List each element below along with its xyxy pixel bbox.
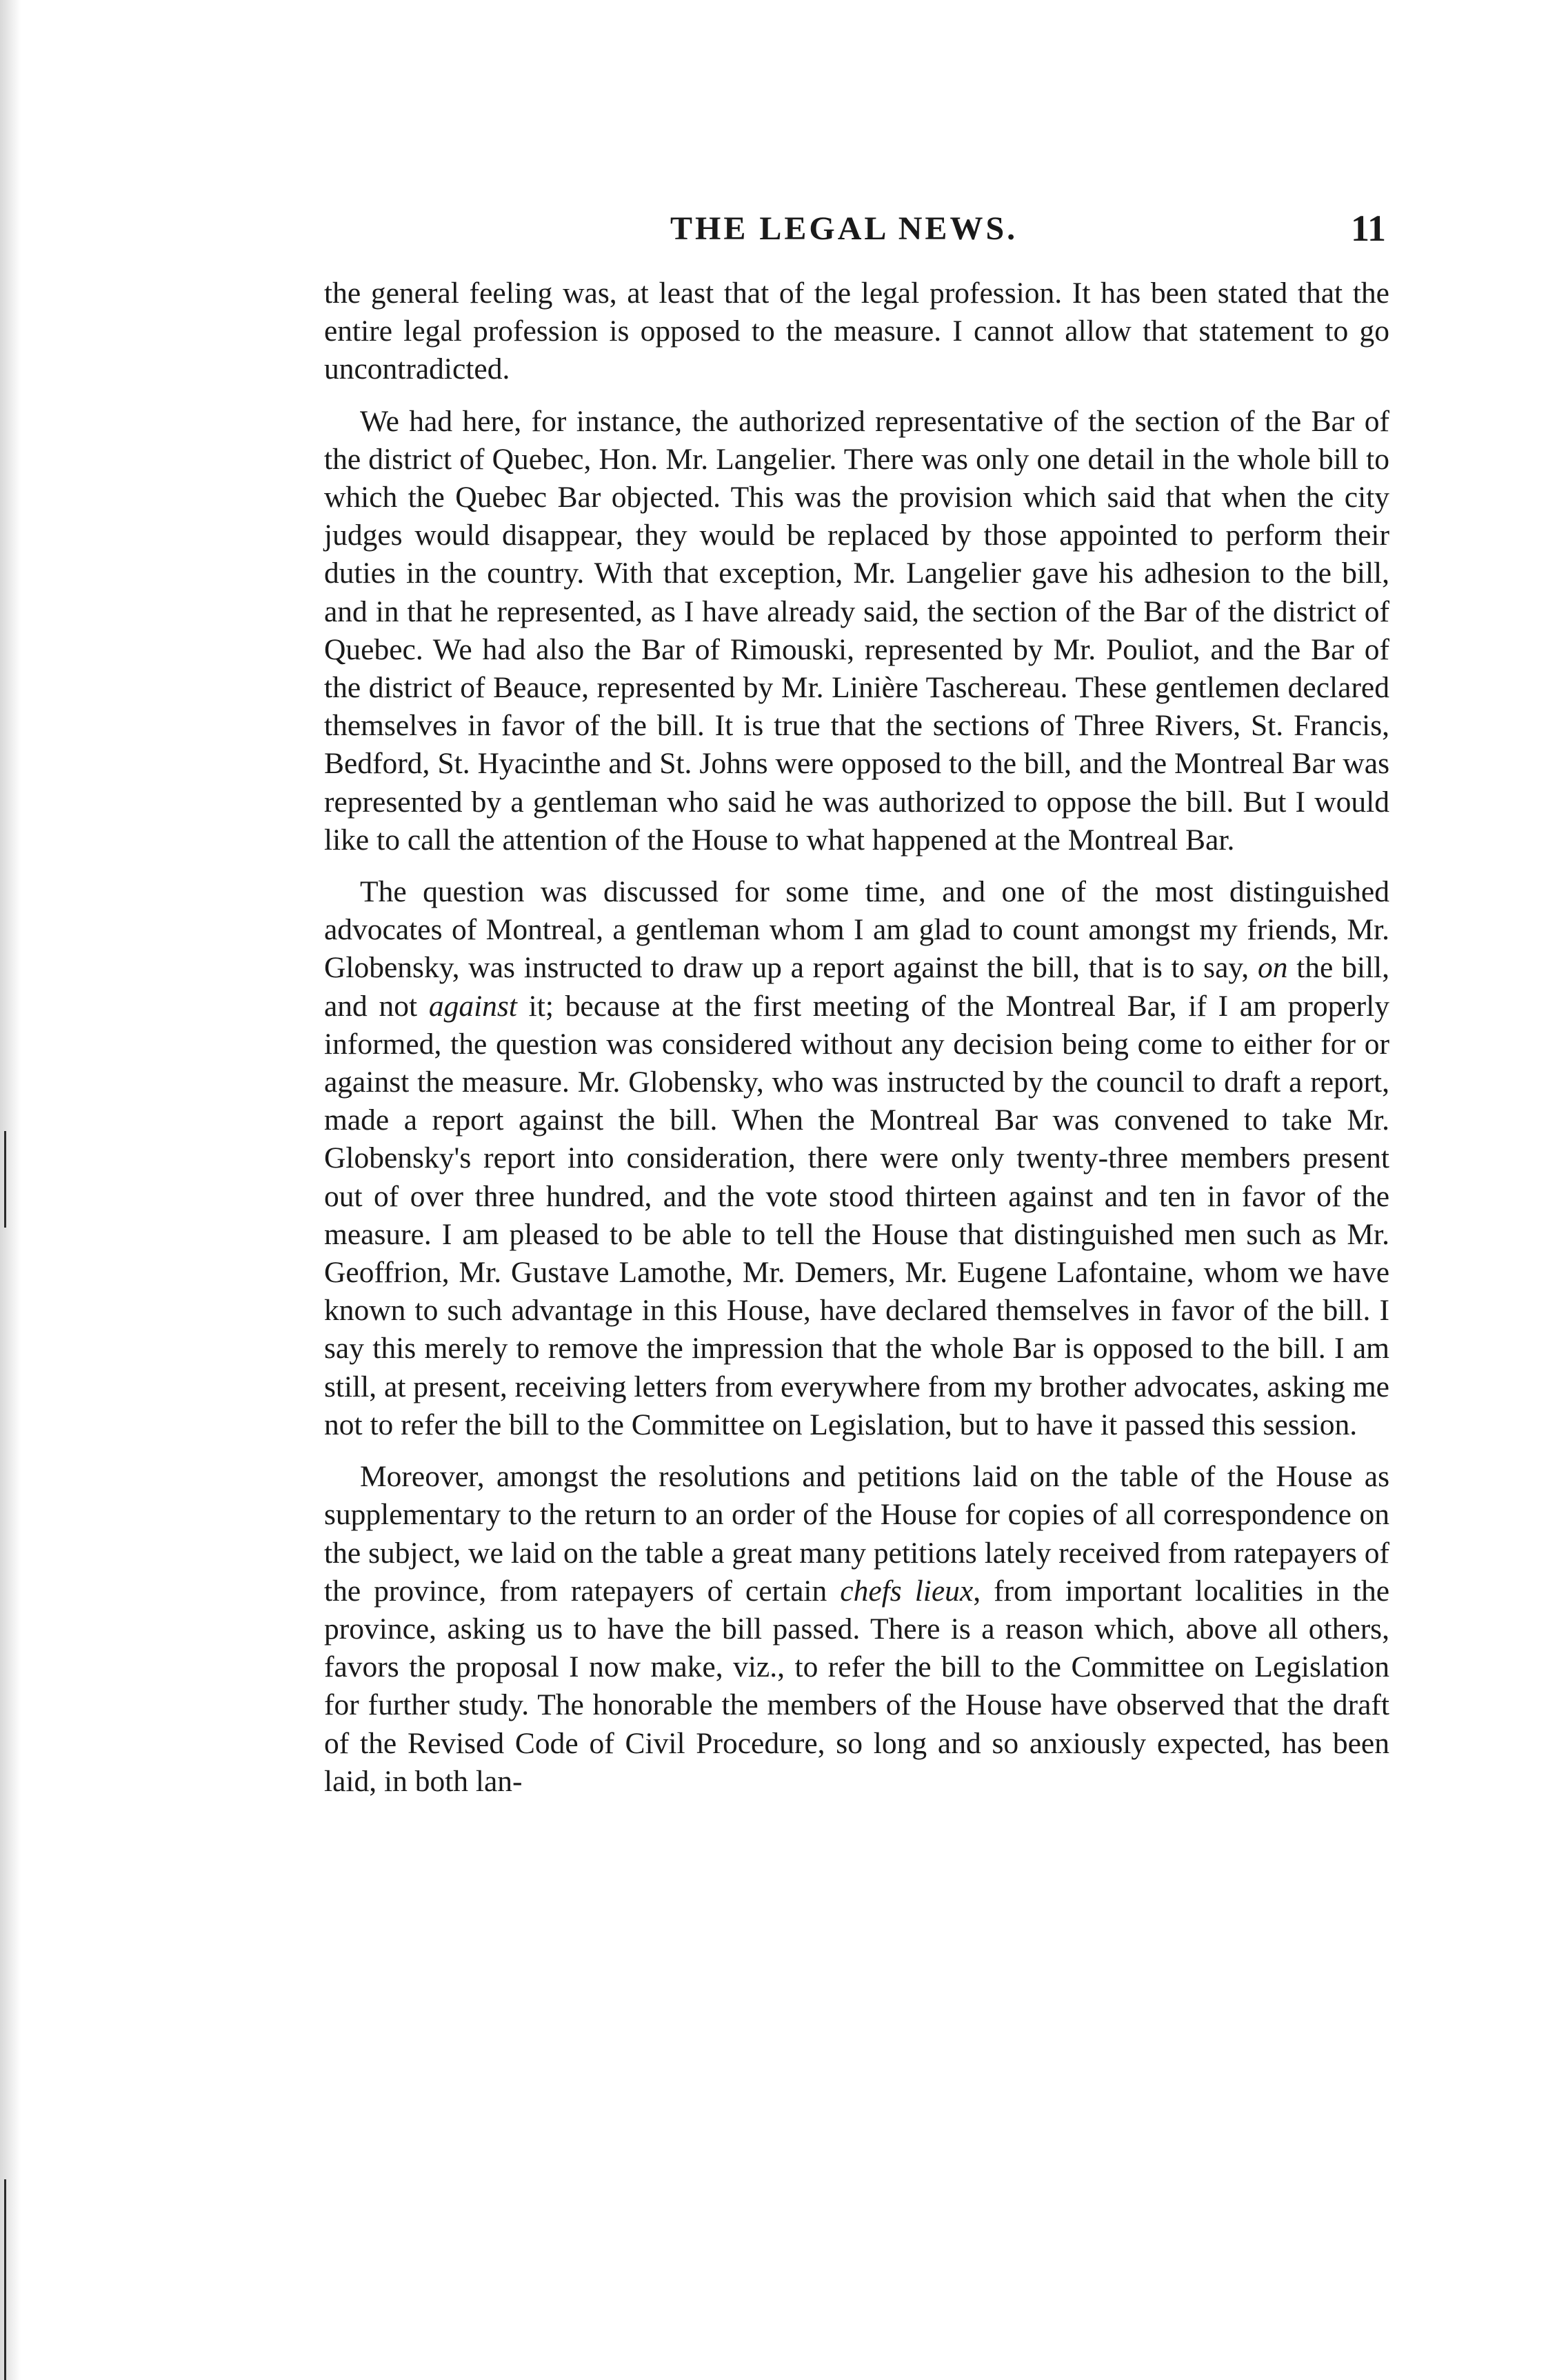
paragraph-4-text-b: , from important localities in the province, asking us to have the bill passed. There is a reason which, above all others, favors the proposal I now make, viz., to refer the bill to the Committee on Legislation for further study. The honorable the members of the House have observed that the draft of the Revised Code of Civil Procedure, so long and so anxiously expected, has been laid, in both lan-	[324, 1574, 1389, 1798]
emphasis-against: against	[428, 989, 517, 1023]
emphasis-chefs-lieux: chefs lieux	[840, 1574, 974, 1608]
paragraph-3-text-c: it; because at the first meeting of the Montreal Bar, if I am properly informed, the question was considered without any decision being come to either for or against the measure. Mr. Globensky, who was instructed by the council to draft a report, made a report against the bill. When the Montreal Bar was convened to take Mr. Globensky's report into consideration, there were only twenty-three members present out of over three hundred, and the vote stood thirteen against and ten in favor of the measure. I am pleased to be able to tell the House that distinguished men such as Mr. Geoffrion, Mr. Gustave Lamothe, Mr. Demers, Mr. Eugene Lafontaine, whom we have known to such advantage in this House, have declared themselves in favor of the bill. I say this merely to remove the impression that the whole Bar is opposed to the bill. I am still, at present, receiving letters from everywhere from my brother advocates, asking me not to refer the bill to the Committee on Legislation, but to have it passed this session.	[324, 989, 1389, 1441]
paragraph-3	[324, 873, 1389, 1444]
binding-edge	[0, 0, 21, 2380]
running-title: THE LEGAL NEWS.	[670, 210, 1018, 247]
paragraph-3-text-b: the bill, and not	[324, 951, 1390, 1023]
binding-stitch	[4, 2179, 6, 2380]
paragraph-1: the general feeling was, at least that of the legal profession. It has been stated that the entire legal profession is opposed to the measure. I cannot allow that statement to go uncontradicted.	[324, 277, 1389, 386]
paragraph-2: We had here, for instance, the authorized representative of the section of the Bar of the district of Quebec, Hon. Mr. Langelier. There was only one detail in the whole bill to which the Quebec Bar objected. This was the provision which said that when the city judges would disappear, they would be replaced by those appointed to perform their duties in the country. With that exception, Mr. Langelier gave his adhesion to the bill, and in that he represented, as I have already said, the section of the Bar of the district of Quebec. We had also the Bar of Rimouski, represented by Mr. Pouliot, and the Bar of the district of Beauce, represented by Mr. Linière Taschereau. These gentlemen declared themselves in favor of the bill. It is true that the sections of Three Rivers, St. Francis, Bedford, St. Hyacinthe and St. Johns were opposed to the bill, and the Montreal Bar was represented by a gentleman who said he was authorized to oppose the bill. But I would like to call the attention of the House to what happened at the Montreal Bar.	[324, 404, 1389, 857]
emphasis-on: on	[1257, 951, 1288, 985]
running-head	[324, 207, 1386, 262]
page-number: 11	[1350, 208, 1386, 249]
binding-stitch	[4, 1131, 6, 1228]
paragraph-3-text-a: The question was discussed for some time, and one of the most distinguished advocates of Montreal, a gentleman whom I am glad to count amongst my friends, Mr. Globensky, was instructed to draw up a report against the bill, that is to say,	[324, 875, 1389, 985]
paragraph-4	[324, 1458, 1389, 1801]
paragraph-4-text-a: Moreover, amongst the resolutions and petitions laid on the table of the House as supplementary to the return to an order of the House for copies of all correspondence on the subject, we laid on the table a great many petitions lately received from ratepayers of the province, from ratepayers of certain	[324, 1460, 1389, 1608]
article-body	[324, 274, 1389, 1814]
